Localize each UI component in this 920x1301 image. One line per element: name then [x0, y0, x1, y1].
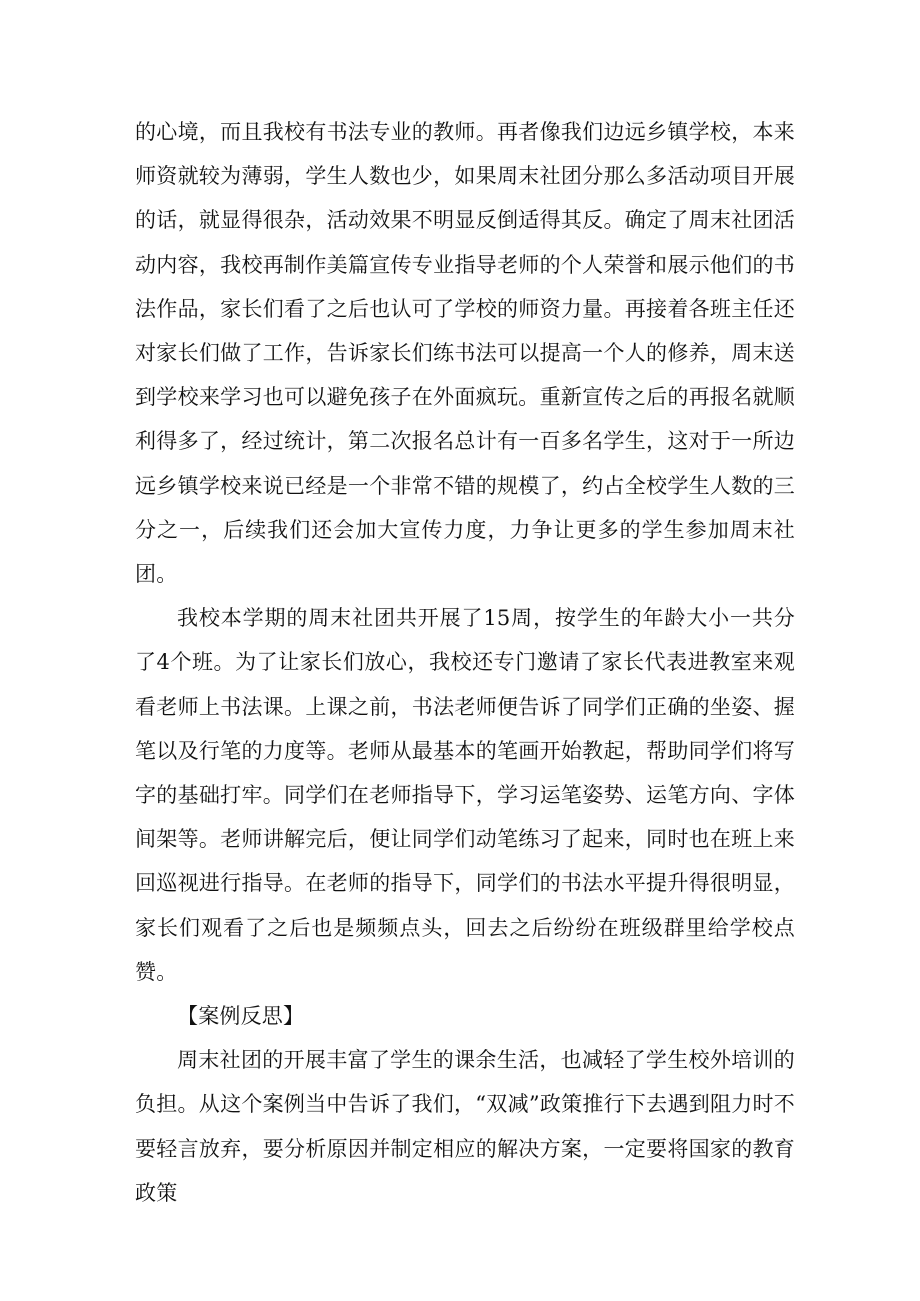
paragraph-implementation: 我校本学期的周末社团共开展了15周，按学生的年龄大小一共分了4个班。为了让家长们放心，我校还专门邀请了家长代表进教室来观看老师上书法课。上课之前，书法老师便告诉了同学们正确的坐姿、握笔以及行笔的力度等。老师从最基本的笔画开始教起，帮助同学们将写字的基础打牢。同学们在老师指导下，学习运笔姿势、运笔方向、字体间架等。老师讲解完后，便让同学们动笔练习了起来，同时也在班上来回巡视进行指导。在老师的指导下，同学们的书法水平提升得很明显，家长们观看了之后也是频频点头，回去之后纷纷在班级群里给学校点赞。	[135, 606, 795, 984]
paragraph-reflection: 周末社团的开展丰富了学生的课余生活，也减轻了学生校外培训的负担。从这个案例当中告诉了我们，“双减”政策推行下去遇到阻力时不要轻言放弃，要分析原因并制定相应的解决方案，一定要将国家的教育政策	[135, 1048, 795, 1205]
paragraph-continuation: 的心境，而且我校有书法专业的教师。再者像我们边远乡镇学校，本来师资就较为薄弱，学生人数也少，如果周末社团分那么多活动项目开展的话，就显得很杂，活动效果不明显反倒适得其反。确定了周末社团活动内容，我校再制作美篇宣传专业指导老师的个人荣誉和展示他们的书法作品，家长们看了之后也认可了学校的师资力量。再接着各班主任还对家长们做了工作，告诉家长们练书法可以提高一个人的修养，周末送到学校来学习也可以避免孩子在外面疯玩。重新宣传之后的再报名就顺利得多了，经过统计，第二次报名总计有一百多名学生，这对于一所边远乡镇学校来说已经是一个非常不错的规模了，约占全校学生人数的三分之一，后续我们还会加大宣传力度，力争让更多的学生参加周末社团。	[135, 120, 795, 587]
document-body	[135, 110, 795, 1215]
section-heading-case-reflection: 【案例反思】	[177, 1004, 305, 1029]
